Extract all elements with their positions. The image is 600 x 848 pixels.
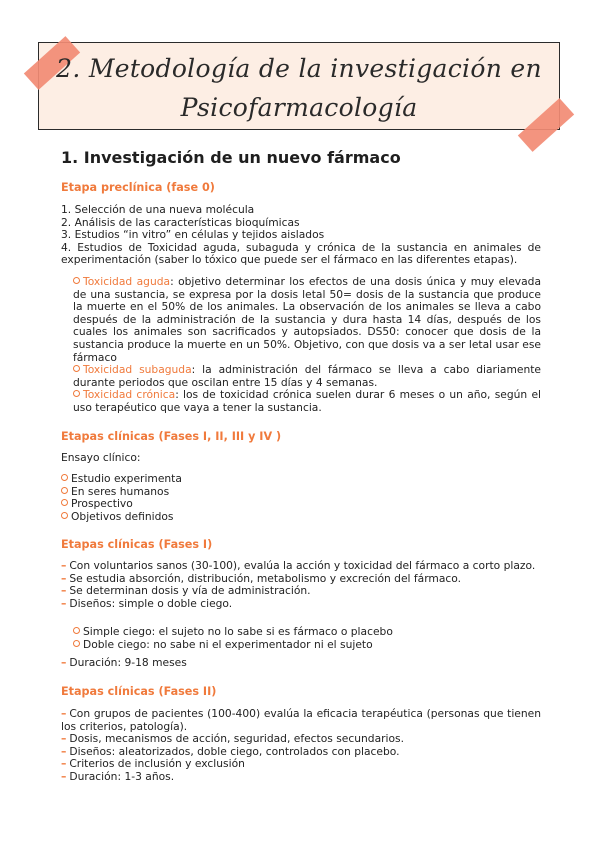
toxicity-term: Toxicidad crónica (83, 388, 176, 402)
phase1-heading: Etapas clínicas (Fases I) (61, 538, 213, 551)
toxicity-term: Toxicidad aguda (83, 275, 171, 288)
dash-bullet-icon: – (61, 559, 67, 572)
ring-bullet-icon (73, 627, 80, 634)
dash-bullet-icon: – (61, 596, 67, 610)
section-heading: 1. Investigación de un nuevo fármaco (61, 148, 401, 167)
toxicity-item-acute (73, 276, 541, 364)
clinical-list (61, 473, 541, 523)
clinical-item: Prospectivo (61, 498, 541, 511)
dash-bullet-icon: – (61, 769, 67, 783)
toxicity-text: : la administración del fármaco se lleva a cabo diariamente durante periodos que oscilan entre 15 días y 4 semanas. (73, 363, 541, 389)
dash-bullet-icon: – (61, 744, 67, 758)
phase2-item: – Duración: 1-3 años. (61, 769, 175, 783)
preclinical-heading: Etapa preclínica (fase 0) (61, 181, 215, 194)
ring-bullet-icon (73, 390, 80, 397)
phase1-duration: – Duración: 9-18 meses (61, 656, 187, 669)
toxicity-list (73, 276, 541, 415)
dash-bullet-icon: – (61, 707, 67, 720)
phase1-designs (73, 626, 541, 651)
clinical-heading: Etapas clínicas (Fases I, II, III y IV ) (61, 430, 282, 443)
phase1-list (61, 560, 541, 610)
preclinical-item: 4. Estudios de Toxicidad aguda, subaguda y crónica de la sustancia en animales de experimentación (saber lo tóxico que puede ser el fármaco en las diferentes etapas). (61, 240, 541, 267)
ring-bullet-icon (73, 365, 80, 372)
preclinical-list (61, 204, 541, 267)
phase1-item: – Diseños: simple o doble ciego. (61, 596, 233, 610)
phase2-item: – Diseños: aleatorizados, doble ciego, controlados con placebo. (61, 744, 400, 758)
dash-bullet-icon: – (61, 757, 67, 771)
phase2-item: – Dosis, mecanismos de acción, seguridad, efectos secundarios. (61, 732, 405, 746)
phase1-item: – Con voluntarios sanos (30-100), evalúa la acción y toxicidad del fármaco a corto plazo. (61, 559, 536, 572)
document-title-line-1: 2. Metodología de la investigación en (56, 54, 542, 83)
toxicity-item-subacute (73, 364, 541, 389)
ring-bullet-icon (61, 487, 68, 494)
ring-bullet-icon (61, 512, 68, 519)
ring-bullet-icon (61, 499, 68, 506)
preclinical-item: 3. Estudios “in vitro” en células y tejidos aislados (61, 228, 325, 242)
clinical-intro: Ensayo clínico: (61, 451, 141, 464)
clinical-item: En seres humanos (61, 486, 541, 499)
phase1-item: – Se determinan dosis y vía de administración. (61, 584, 311, 598)
toxicity-text: : objetivo determinar los efectos de una dosis única y muy elevada de una sustancia, se expresa por la dosis letal 50= dosis de la sustancia que produce la muerte en el 50% de los animales. La observación de los animales se lleva a cabo después de la administración de la sustancia y dura hasta 14 días, después de los cuales los animales son sacrificados y autopsiados. DS50: conocer que dosis de la sustancia produce la muerte en un 50%. Objetivo, con que dosis va a ser letal usar ese fármaco (73, 275, 541, 364)
toxicity-item-chronic (73, 389, 541, 414)
clinical-item: Estudio experimenta (61, 473, 541, 486)
phase2-item: – Con grupos de pacientes (100-400) evalúa la eficacia terapéutica (personas que tienen los criterios, patología). (61, 707, 541, 733)
document-title-line-2: Psicofarmacología (180, 93, 418, 122)
design-item: Simple ciego: el sujeto no lo sabe si es fármaco o placebo (73, 626, 541, 639)
design-item: Doble ciego: no sabe ni el experimentador ni el sujeto (73, 639, 541, 652)
preclinical-item: 1. Selección de una nueva molécula (61, 203, 255, 216)
toxicity-text: : los de toxicidad crónica suelen durar 6 meses o un año, según el uso terapéutico que vaya a tener la sustancia. (73, 388, 541, 414)
ring-bullet-icon (73, 640, 80, 647)
clinical-item: Objetivos definidos (61, 511, 541, 524)
dash-bullet-icon: – (61, 571, 67, 585)
dash-bullet-icon: – (61, 656, 67, 669)
dash-bullet-icon: – (61, 584, 67, 598)
ring-bullet-icon (73, 277, 80, 284)
phase2-list (61, 708, 541, 784)
preclinical-item: 2. Análisis de las características bioquímicas (61, 215, 300, 229)
dash-bullet-icon: – (61, 732, 67, 746)
phase2-heading: Etapas clínicas (Fases II) (61, 685, 217, 698)
phase1-item: – Se estudia absorción, distribución, metabolismo y excreción del fármaco. (61, 571, 461, 585)
phase2-item: – Criterios de inclusión y exclusión (61, 757, 245, 771)
ring-bullet-icon (61, 474, 68, 481)
toxicity-term: Toxicidad subaguda (83, 363, 192, 377)
